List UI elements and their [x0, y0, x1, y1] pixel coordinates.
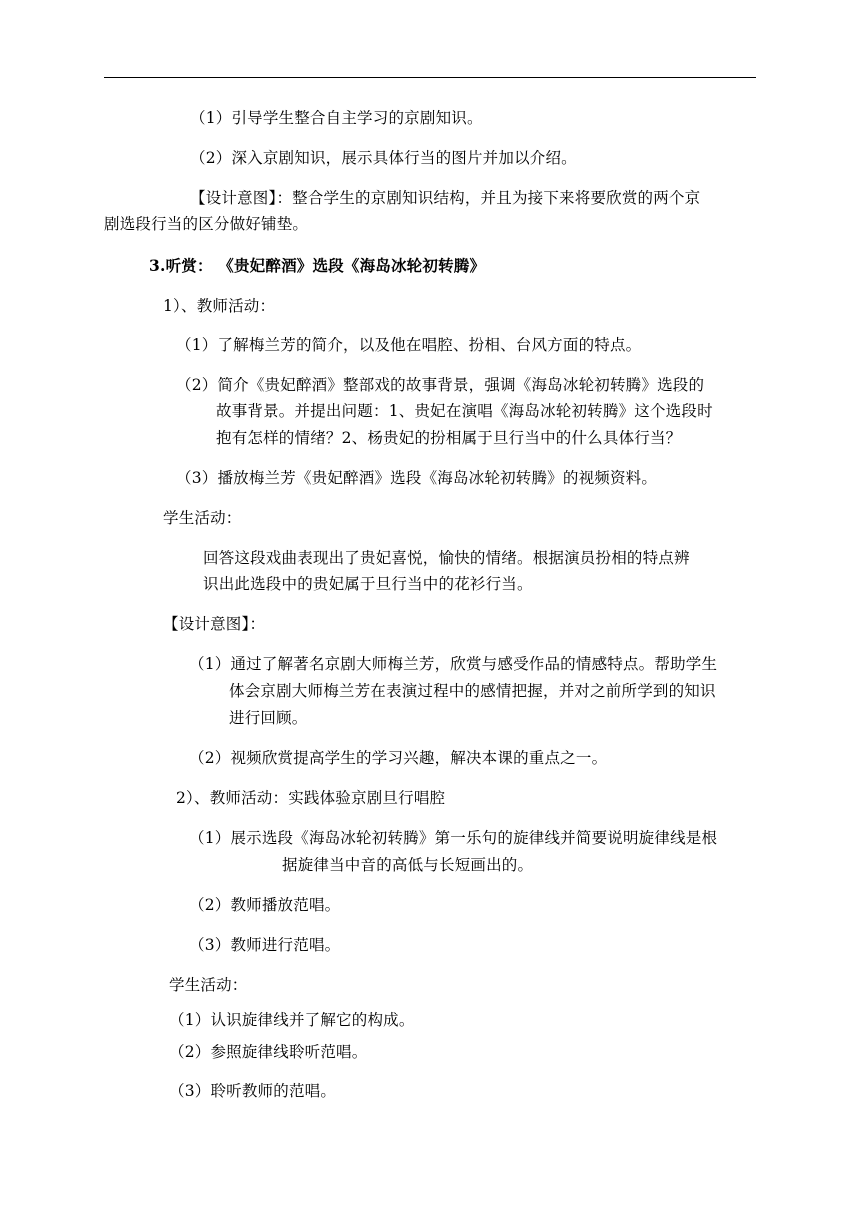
student-answer-cont: 识出此选段中的贵妃属于旦行当中的花衫行当。: [203, 575, 533, 593]
teacher-item-2-cont-2: 抱有怎样的情绪？2、杨贵妃的扮相属于旦行当中的什么具体行当？: [216, 429, 682, 447]
design-intent-2-heading: 【设计意图】：: [163, 615, 266, 633]
teacher-activity-2-item-3: （3）教师进行范唱。: [189, 936, 341, 954]
design-intent-2-item-2: （2）视频欣赏提高学生的学习兴趣，解决本课的重点之一。: [189, 749, 608, 767]
teacher-activity-1-heading: 1）、教师活动：: [163, 297, 276, 315]
teacher-item-1: （1）了解梅兰芳的简介，以及他在唱腔、扮相、台风方面的特点。: [176, 336, 642, 354]
teacher-item-2-cont-1: 故事背景。并提出问题：1、贵妃在演唱《海岛冰轮初转腾》这个选段时: [216, 402, 713, 420]
student-item-2: （2）参照旋律线聆听范唱。: [169, 1043, 368, 1061]
student-item-3: （3）聆听教师的范唱。: [169, 1082, 337, 1100]
section-3-heading: 3.听赏： 《贵妃醉酒》选段《海岛冰轮初转腾》: [149, 256, 486, 275]
item-integrate-knowledge: （1）引导学生整合自主学习的京剧知识。: [190, 109, 483, 127]
design-intent-2-item-1-cont-1: 体会京剧大师梅兰芳在表演过程中的感情把握，并对之前所学到的知识: [229, 682, 716, 700]
student-activity-heading-2: 学生活动：: [169, 976, 248, 994]
student-item-1: （1）认识旋律线并了解它的构成。: [169, 1011, 415, 1029]
design-intent-1-cont: 剧选段行当的区分做好铺垫。: [104, 215, 309, 233]
design-intent-1: 【设计意图】：整合学生的京剧知识结构，并且为接下来将要欣赏的两个京: [190, 189, 701, 207]
teacher-activity-2-heading: 2）、教师活动：实践体验京剧旦行唱腔: [176, 789, 446, 807]
teacher-item-3: （3）播放梅兰芳《贵妃醉酒》选段《海岛冰轮初转腾》的视频资料。: [176, 469, 658, 487]
teacher-activity-2-item-2: （2）教师播放范唱。: [189, 896, 341, 914]
design-intent-2-item-1-cont-2: 进行回顾。: [229, 709, 308, 727]
item-show-role-images: （2）深入京剧知识，展示具体行当的图片并加以介绍。: [190, 149, 577, 167]
teacher-item-2: （2）简介《贵妃醉酒》整部戏的故事背景，强调《海岛冰轮初转腾》选段的: [176, 376, 705, 394]
design-intent-2-item-1: （1）通过了解著名京剧大师梅兰芳，欣赏与感受作品的情感特点。帮助学生: [189, 655, 718, 673]
teacher-activity-2-item-1-cont: 据旋律当中音的高低与长短画出的。: [282, 856, 534, 874]
teacher-activity-2-item-1: （1）展示选段《海岛冰轮初转腾》第一乐句的旋律线并简要说明旋律线是根: [189, 829, 718, 847]
student-answer: 回答这段戏曲表现出了贵妃喜悦，愉快的情绪。根据演员扮相的特点辨: [203, 549, 690, 567]
header-rule: [104, 77, 756, 78]
student-activity-heading-1: 学生活动：: [163, 509, 242, 527]
